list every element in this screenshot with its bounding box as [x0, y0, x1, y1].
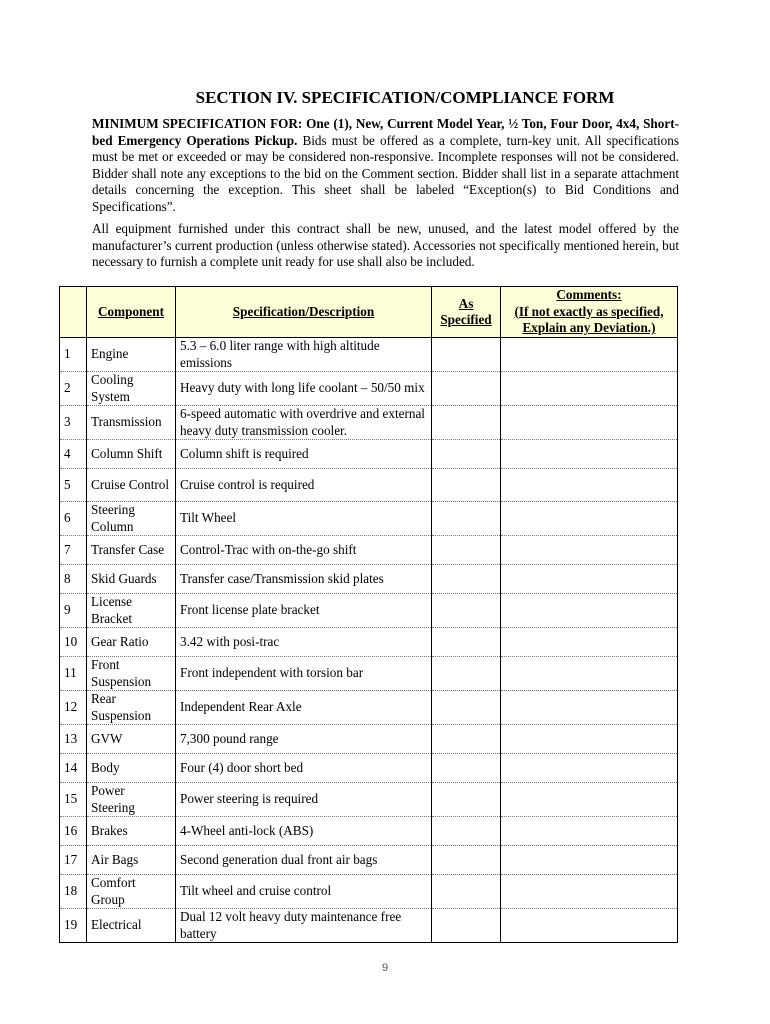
- comments-cell[interactable]: [501, 875, 678, 909]
- intro-paragraph: [92, 116, 679, 215]
- as-specified-cell[interactable]: [432, 372, 501, 406]
- row-specification: Tilt Wheel: [176, 502, 432, 536]
- header-number: [60, 287, 87, 338]
- row-component: Gear Ratio: [87, 628, 176, 657]
- table-row: [60, 783, 678, 817]
- comments-cell[interactable]: [501, 338, 678, 372]
- as-specified-cell[interactable]: [432, 536, 501, 565]
- row-component: Comfort Group: [87, 875, 176, 909]
- row-number: 10: [60, 628, 87, 657]
- as-specified-cell[interactable]: [432, 406, 501, 440]
- row-specification: Control-Trac with on-the-go shift: [176, 536, 432, 565]
- as-specified-cell[interactable]: [432, 691, 501, 725]
- row-component: Skid Guards: [87, 565, 176, 594]
- as-specified-cell[interactable]: [432, 754, 501, 783]
- row-specification: Front independent with torsion bar: [176, 657, 432, 691]
- as-specified-cell[interactable]: [432, 565, 501, 594]
- row-component: Steering Column: [87, 502, 176, 536]
- as-specified-cell[interactable]: [432, 502, 501, 536]
- table-row: [60, 817, 678, 846]
- comments-cell[interactable]: [501, 657, 678, 691]
- comments-cell[interactable]: [501, 536, 678, 565]
- as-specified-cell[interactable]: [432, 817, 501, 846]
- row-specification: Second generation dual front air bags: [176, 846, 432, 875]
- table-row: [60, 502, 678, 536]
- row-specification: Transfer case/Transmission skid plates: [176, 565, 432, 594]
- row-component: Front Suspension: [87, 657, 176, 691]
- row-specification: 6-speed automatic with overdrive and external heavy duty transmission cooler.: [176, 406, 432, 440]
- row-number: 6: [60, 502, 87, 536]
- comments-cell[interactable]: [501, 372, 678, 406]
- row-component: Cruise Control: [87, 469, 176, 502]
- header-as-specified: As Specified: [432, 287, 501, 338]
- row-component: Brakes: [87, 817, 176, 846]
- table-row: [60, 565, 678, 594]
- as-specified-cell[interactable]: [432, 875, 501, 909]
- comments-cell[interactable]: [501, 783, 678, 817]
- as-specified-cell[interactable]: [432, 440, 501, 469]
- table-row: [60, 406, 678, 440]
- row-number: 14: [60, 754, 87, 783]
- table-row: [60, 875, 678, 909]
- row-component: Cooling System: [87, 372, 176, 406]
- table-row: [60, 440, 678, 469]
- comments-cell[interactable]: [501, 754, 678, 783]
- row-number: 7: [60, 536, 87, 565]
- row-number: 18: [60, 875, 87, 909]
- comments-cell[interactable]: [501, 846, 678, 875]
- row-number: 1: [60, 338, 87, 372]
- as-specified-cell[interactable]: [432, 783, 501, 817]
- row-component: Air Bags: [87, 846, 176, 875]
- row-number: 4: [60, 440, 87, 469]
- row-number: 13: [60, 725, 87, 754]
- table-row: [60, 725, 678, 754]
- as-specified-cell[interactable]: [432, 909, 501, 943]
- row-component: Electrical: [87, 909, 176, 943]
- row-component: Transmission: [87, 406, 176, 440]
- comments-cell[interactable]: [501, 909, 678, 943]
- row-specification: Column shift is required: [176, 440, 432, 469]
- comments-cell[interactable]: [501, 594, 678, 628]
- table-row: [60, 909, 678, 943]
- row-number: 16: [60, 817, 87, 846]
- row-component: License Bracket: [87, 594, 176, 628]
- comments-cell[interactable]: [501, 406, 678, 440]
- comments-cell[interactable]: [501, 565, 678, 594]
- page-title: SECTION IV. SPECIFICATION/COMPLIANCE FORM: [195, 88, 615, 107]
- comments-cell[interactable]: [501, 469, 678, 502]
- row-specification: 4-Wheel anti-lock (ABS): [176, 817, 432, 846]
- table-row: [60, 657, 678, 691]
- as-specified-cell[interactable]: [432, 725, 501, 754]
- row-specification: Independent Rear Axle: [176, 691, 432, 725]
- comments-cell[interactable]: [501, 725, 678, 754]
- intro-body-text: Bids must be offered as a complete, turn-key unit. All specifications must be met or exceeded or may be considered non-responsive. Incomplete responses will not be considered. Bidder shall note any exceptions to the bid on the Comment section. Bidder shall list in a separate attachment details concerning the exception. This sheet shall be labeled “Exception(s) to Bid Conditions and Specifications”.: [92, 132, 679, 214]
- row-component: Power Steering: [87, 783, 176, 817]
- as-specified-cell[interactable]: [432, 846, 501, 875]
- row-specification: 3.42 with posi-trac: [176, 628, 432, 657]
- row-component: Transfer Case: [87, 536, 176, 565]
- header-specification: Specification/Description: [176, 287, 432, 338]
- row-specification: Front license plate bracket: [176, 594, 432, 628]
- row-specification: Heavy duty with long life coolant – 50/50 mix: [176, 372, 432, 406]
- page-number: 9: [381, 962, 389, 974]
- row-component: Body: [87, 754, 176, 783]
- row-specification: Four (4) door short bed: [176, 754, 432, 783]
- comments-cell[interactable]: [501, 628, 678, 657]
- header-comments: Comments: (If not exactly as specified, Explain any Deviation.): [501, 287, 678, 338]
- row-specification: Cruise control is required: [176, 469, 432, 502]
- intro-bold-text: MINIMUM SPECIFICATION FOR: One (1), New, Current Model Year, ½ Ton, Four Door, 4x4, Short-bed Emergency Operations Pickup.: [92, 116, 679, 148]
- row-number: 11: [60, 657, 87, 691]
- row-number: 5: [60, 469, 87, 502]
- row-specification: Dual 12 volt heavy duty maintenance free battery: [176, 909, 432, 943]
- comments-cell[interactable]: [501, 817, 678, 846]
- table-row: [60, 846, 678, 875]
- row-number: 2: [60, 372, 87, 406]
- row-number: 17: [60, 846, 87, 875]
- table-row: [60, 469, 678, 502]
- as-specified-cell[interactable]: [432, 469, 501, 502]
- row-component: Rear Suspension: [87, 691, 176, 725]
- row-number: 12: [60, 691, 87, 725]
- table-row: [60, 628, 678, 657]
- header-component: Component: [87, 287, 176, 338]
- as-specified-cell[interactable]: [432, 338, 501, 372]
- row-component: Engine: [87, 338, 176, 372]
- comments-cell[interactable]: [501, 502, 678, 536]
- as-specified-cell[interactable]: [432, 594, 501, 628]
- table-row: [60, 691, 678, 725]
- row-specification: Power steering is required: [176, 783, 432, 817]
- row-number: 8: [60, 565, 87, 594]
- row-specification: Tilt wheel and cruise control: [176, 875, 432, 909]
- equipment-paragraph: All equipment furnished under this contract shall be new, unused, and the latest model offered by the manufacturer’s current production (unless otherwise stated). Accessories not specifically mentioned herein, but necessary to furnish a complete unit ready for use shall also be included.: [92, 221, 679, 269]
- table-row: [60, 536, 678, 565]
- row-number: 19: [60, 909, 87, 943]
- table-row: [60, 594, 678, 628]
- as-specified-cell[interactable]: [432, 657, 501, 691]
- as-specified-cell[interactable]: [432, 628, 501, 657]
- table-row: [60, 372, 678, 406]
- row-number: 15: [60, 783, 87, 817]
- row-number: 3: [60, 406, 87, 440]
- specification-table: [59, 286, 678, 943]
- comments-cell[interactable]: [501, 440, 678, 469]
- table-row: [60, 338, 678, 372]
- table-row: [60, 754, 678, 783]
- row-component: GVW: [87, 725, 176, 754]
- row-specification: 5.3 – 6.0 liter range with high altitude emissions: [176, 338, 432, 372]
- row-number: 9: [60, 594, 87, 628]
- row-component: Column Shift: [87, 440, 176, 469]
- row-specification: 7,300 pound range: [176, 725, 432, 754]
- table-header-row: [60, 287, 678, 338]
- comments-cell[interactable]: [501, 691, 678, 725]
